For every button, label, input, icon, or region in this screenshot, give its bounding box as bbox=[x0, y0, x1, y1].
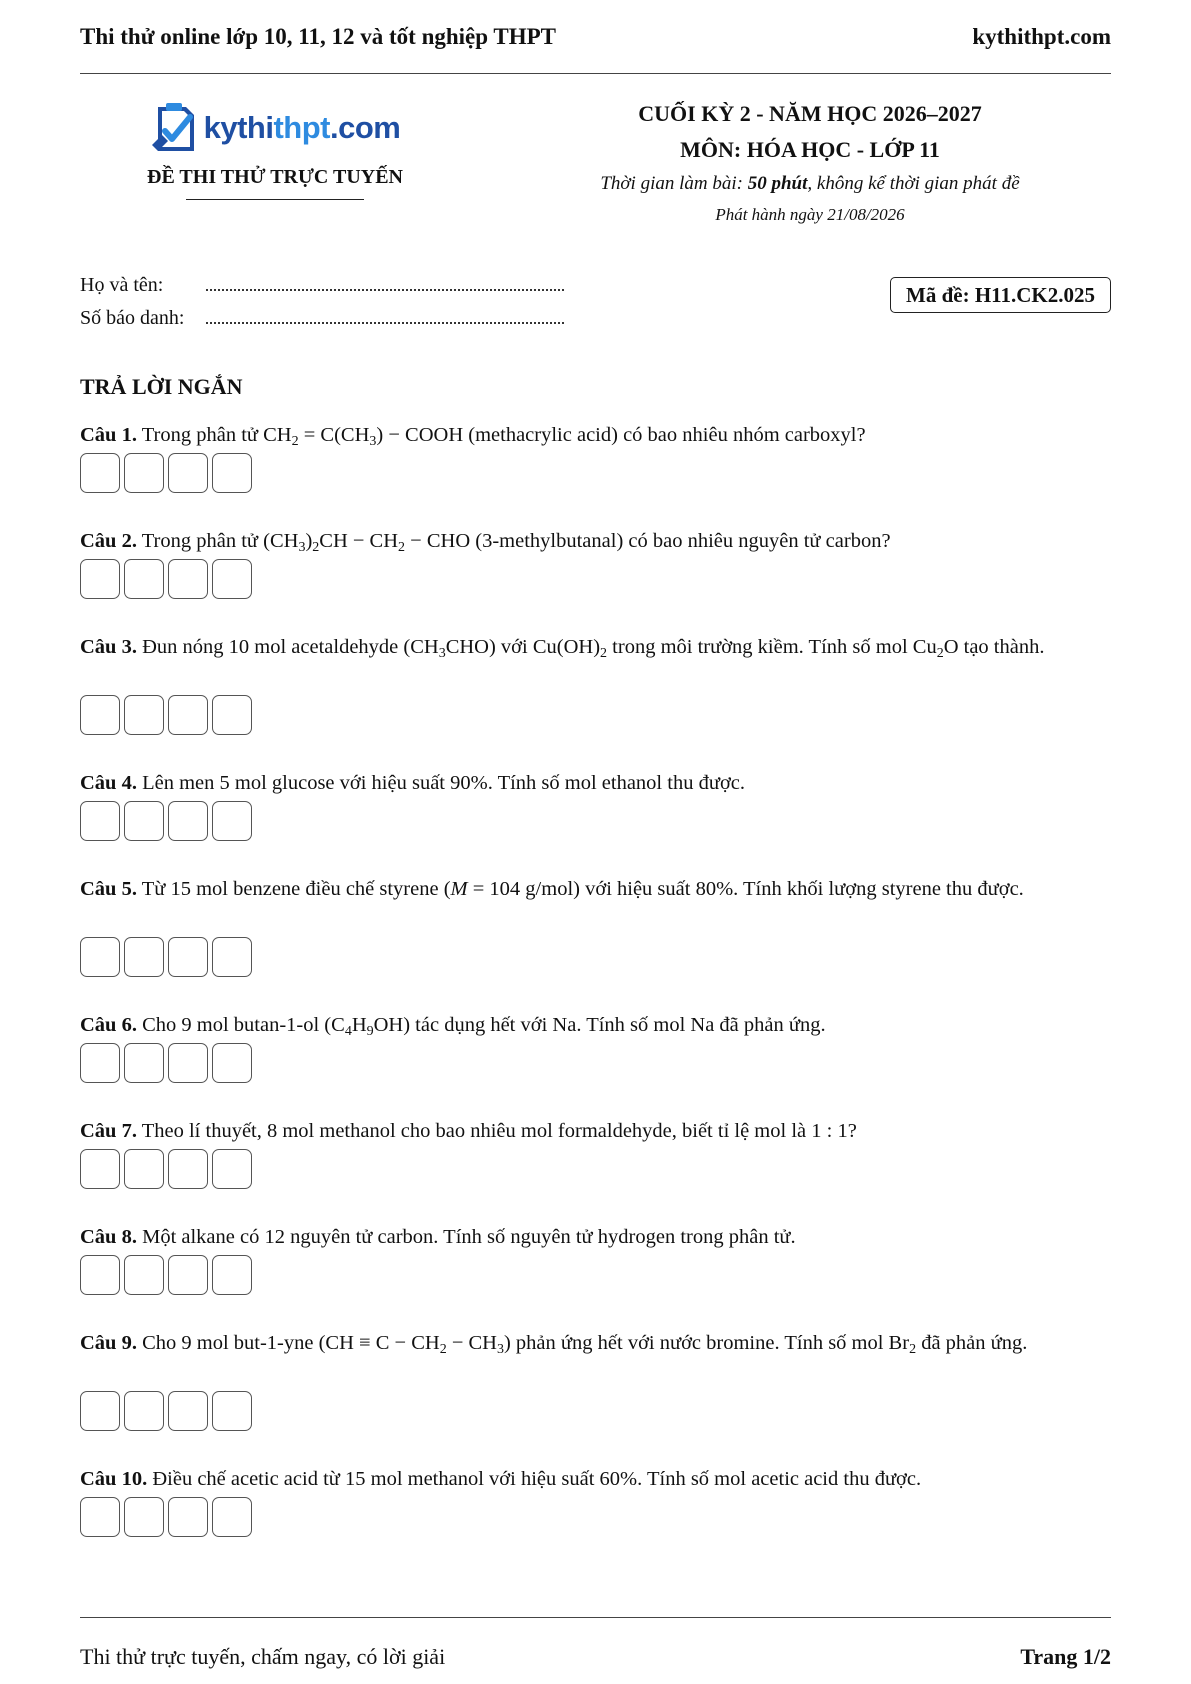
answer-box[interactable] bbox=[212, 1043, 252, 1083]
site-logo bbox=[110, 100, 440, 156]
answer-box[interactable] bbox=[168, 559, 208, 599]
answer-boxes-2 bbox=[80, 559, 252, 599]
answer-box[interactable] bbox=[80, 937, 120, 977]
answer-box[interactable] bbox=[168, 1043, 208, 1083]
exam-type-underline bbox=[186, 199, 364, 200]
answer-boxes-1 bbox=[80, 453, 252, 493]
answer-box[interactable] bbox=[124, 1391, 164, 1431]
question-5: Câu 5. Từ 15 mol benzene điều chế styrene (M = 104 g/mol) với hiệu suất 80%. Tính khối lượng styrene thu được. bbox=[80, 878, 1024, 900]
answer-box[interactable] bbox=[168, 1149, 208, 1189]
footer-divider bbox=[80, 1617, 1111, 1618]
clipboard-check-icon bbox=[150, 101, 200, 155]
question-1: Câu 1. Trong phân tử $CH_2 = C(CH_3)$ − COOH (methacrylic acid) có bao nhiêu nhóm carboxyl? bbox=[80, 424, 866, 449]
header-divider bbox=[80, 73, 1111, 74]
answer-box[interactable] bbox=[124, 801, 164, 841]
answer-box[interactable] bbox=[80, 801, 120, 841]
section-title: TRẢ LỜI NGẮN bbox=[80, 374, 243, 399]
student-name-field[interactable] bbox=[206, 289, 564, 291]
answer-box[interactable] bbox=[124, 937, 164, 977]
answer-box[interactable] bbox=[124, 695, 164, 735]
answer-box[interactable] bbox=[124, 1149, 164, 1189]
student-id-label: Số báo danh: bbox=[80, 307, 185, 329]
answer-box[interactable] bbox=[80, 559, 120, 599]
page-footer bbox=[80, 1642, 1111, 1672]
answer-box[interactable] bbox=[124, 559, 164, 599]
release-date: Phát hành ngày 21/08/2026 bbox=[715, 205, 905, 224]
answer-box[interactable] bbox=[80, 1043, 120, 1083]
answer-boxes-6 bbox=[80, 1043, 252, 1083]
logo-wordmark: kythithpt.com bbox=[203, 110, 401, 145]
answer-box[interactable] bbox=[124, 453, 164, 493]
answer-box[interactable] bbox=[124, 1043, 164, 1083]
question-7: Câu 7. Theo lí thuyết, 8 mol methanol cho bao nhiêu mol formaldehyde, biết tỉ lệ mol là 1 : 1? bbox=[80, 1120, 857, 1142]
answer-boxes-9 bbox=[80, 1391, 252, 1431]
exam-type-label: ĐỀ THI THỬ TRỰC TUYẾN bbox=[147, 166, 403, 188]
question-10: Câu 10. Điều chế acetic acid từ 15 mol methanol với hiệu suất 60%. Tính số mol acetic acid thu được. bbox=[80, 1468, 922, 1490]
answer-box[interactable] bbox=[80, 453, 120, 493]
answer-box[interactable] bbox=[212, 453, 252, 493]
answer-boxes-8 bbox=[80, 1255, 252, 1295]
answer-box[interactable] bbox=[124, 1497, 164, 1537]
answer-box[interactable] bbox=[80, 1255, 120, 1295]
answer-box[interactable] bbox=[212, 937, 252, 977]
answer-boxes-10 bbox=[80, 1497, 252, 1537]
page-header bbox=[80, 22, 1111, 52]
answer-box[interactable] bbox=[168, 453, 208, 493]
exam-duration: Thời gian làm bài: 50 phút, không kể thời gian phát đề bbox=[600, 173, 1020, 194]
question-4: Câu 4. Lên men 5 mol glucose với hiệu suất 90%. Tính số mol ethanol thu được. bbox=[80, 772, 746, 794]
answer-box[interactable] bbox=[124, 1255, 164, 1295]
answer-box[interactable] bbox=[212, 801, 252, 841]
question-9: Câu 9. Cho 9 mol but-1-yne $(CH \equiv C - CH_2 - CH_3)$ phản ứng hết với nước bromine. Tính số mol $Br_2$ đã phản ứng. bbox=[80, 1332, 1028, 1357]
answer-box[interactable] bbox=[212, 695, 252, 735]
exam-title-block bbox=[560, 96, 1060, 230]
page-number: Trang 1/2 bbox=[1020, 1644, 1111, 1669]
question-6: Câu 6. Cho 9 mol butan-1-ol $(C_4H_9OH)$ tác dụng hết với Na. Tính số mol Na đã phản ứng. bbox=[80, 1014, 826, 1039]
answer-box[interactable] bbox=[168, 1391, 208, 1431]
answer-box[interactable] bbox=[168, 937, 208, 977]
answer-box[interactable] bbox=[168, 695, 208, 735]
answer-box[interactable] bbox=[212, 1149, 252, 1189]
answer-box[interactable] bbox=[212, 559, 252, 599]
answer-box[interactable] bbox=[212, 1255, 252, 1295]
answer-box[interactable] bbox=[212, 1391, 252, 1431]
header-left-text: Thi thử online lớp 10, 11, 12 và tốt nghiệp THPT bbox=[80, 24, 556, 49]
question-3: Câu 3. Đun nóng 10 mol acetaldehyde $(CH_3CHO)$ với $Cu(OH)_2$ trong môi trường kiềm. Tính số mol $Cu_2O$ tạo thành. bbox=[80, 636, 1045, 661]
logo-block bbox=[110, 100, 440, 200]
exam-code-box: Mã đề: H11.CK2.025 bbox=[890, 277, 1111, 313]
answer-boxes-7 bbox=[80, 1149, 252, 1189]
answer-box[interactable] bbox=[80, 1149, 120, 1189]
answer-box[interactable] bbox=[80, 1391, 120, 1431]
answer-boxes-3 bbox=[80, 695, 252, 735]
student-id-field[interactable] bbox=[206, 322, 564, 324]
question-2: Câu 2. Trong phân tử $(CH_3)_2CH - CH_2$ − CHO (3-methylbutanal) có bao nhiêu nguyên tử carbon? bbox=[80, 530, 891, 555]
question-8: Câu 8. Một alkane có 12 nguyên tử carbon. Tính số nguyên tử hydrogen trong phân tử. bbox=[80, 1226, 796, 1248]
answer-box[interactable] bbox=[80, 1497, 120, 1537]
exam-subject-title: MÔN: HÓA HỌC - LỚP 11 bbox=[680, 137, 940, 162]
answer-box[interactable] bbox=[168, 801, 208, 841]
footer-tagline: Thi thử trực tuyến, chấm ngay, có lời giải bbox=[80, 1644, 446, 1669]
student-name-label: Họ và tên: bbox=[80, 274, 164, 296]
answer-boxes-4 bbox=[80, 801, 252, 841]
exam-term-title: CUỐI KỲ 2 - NĂM HỌC 2026–2027 bbox=[638, 101, 982, 126]
answer-box[interactable] bbox=[168, 1255, 208, 1295]
answer-box[interactable] bbox=[212, 1497, 252, 1537]
header-site-link[interactable]: kythithpt.com bbox=[972, 24, 1111, 49]
answer-boxes-5 bbox=[80, 937, 252, 977]
answer-box[interactable] bbox=[168, 1497, 208, 1537]
student-info bbox=[80, 264, 564, 330]
answer-box[interactable] bbox=[80, 695, 120, 735]
